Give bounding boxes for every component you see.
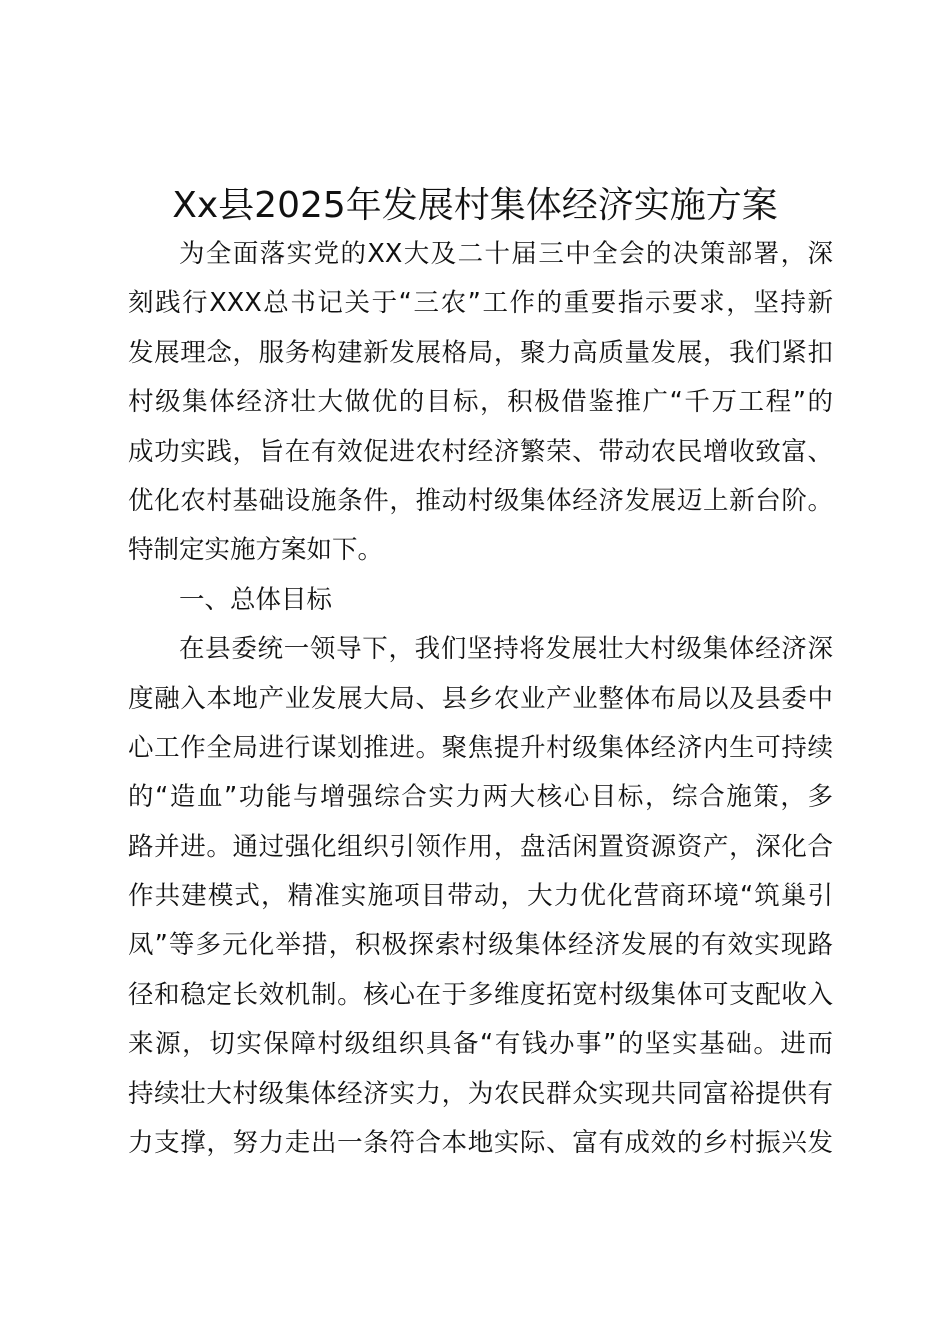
text-line: 的“造血”功能与增强综合实力两大核心目标，综合施策，多: [128, 782, 833, 813]
section-heading-text: 一、总体目标: [179, 584, 333, 615]
document-title: Xx县2025年发展村集体经济实施方案: [172, 185, 778, 226]
paragraph-intro: [128, 230, 833, 576]
text-line: 力支撑，努力走出一条符合本地实际、富有成效的乡村振兴发: [128, 1128, 833, 1159]
text-line: 度融入本地产业发展大局、县乡农业产业整体布局以及县委中: [128, 683, 833, 714]
text-line: 心工作全局进行谋划推进。聚焦提升村级集体经济内生可持续: [128, 732, 833, 763]
text-line: 特制定实施方案如下。: [128, 535, 384, 566]
text-line: 刻践行XXX总书记关于“三农”工作的重要指示要求，坚持新: [128, 288, 833, 319]
text-line: 发展理念，服务构建新发展格局，聚力高质量发展，我们紧扣: [128, 337, 833, 368]
text-line: 在县委统一领导下，我们坚持将发展壮大村级集体经济深: [179, 634, 833, 665]
section-heading: [128, 576, 833, 625]
paragraph-goal: [128, 625, 833, 1168]
text-line: 优化农村基础设施条件，推动村级集体经济发展迈上新台阶。: [128, 485, 833, 516]
text-line: 径和稳定长效机制。核心在于多维度拓宽村级集体可支配收入: [128, 979, 833, 1010]
text-line: 作共建模式，精准实施项目带动，大力优化营商环境“筑巢引: [128, 881, 833, 912]
text-line: 村级集体经济壮大做优的目标，积极借鉴推广“千万工程”的: [128, 387, 833, 418]
text-line: 路并进。通过强化组织引领作用，盘活闲置资源资产，深化合: [128, 831, 833, 862]
document-body: [128, 230, 833, 1168]
text-line: 为全面落实党的XX大及二十届三中全会的决策部署，深: [179, 239, 833, 269]
text-line: 凤”等多元化举措，积极探索村级集体经济发展的有效实现路: [128, 930, 833, 961]
text-line: 来源，切实保障村级组织具备“有钱办事”的坚实基础。进而: [128, 1029, 833, 1060]
text-line: 成功实践，旨在有效促进农村经济繁荣、带动农民增收致富、: [128, 436, 833, 467]
text-line: 持续壮大村级集体经济实力，为农民群众实现共同富裕提供有: [128, 1078, 833, 1109]
